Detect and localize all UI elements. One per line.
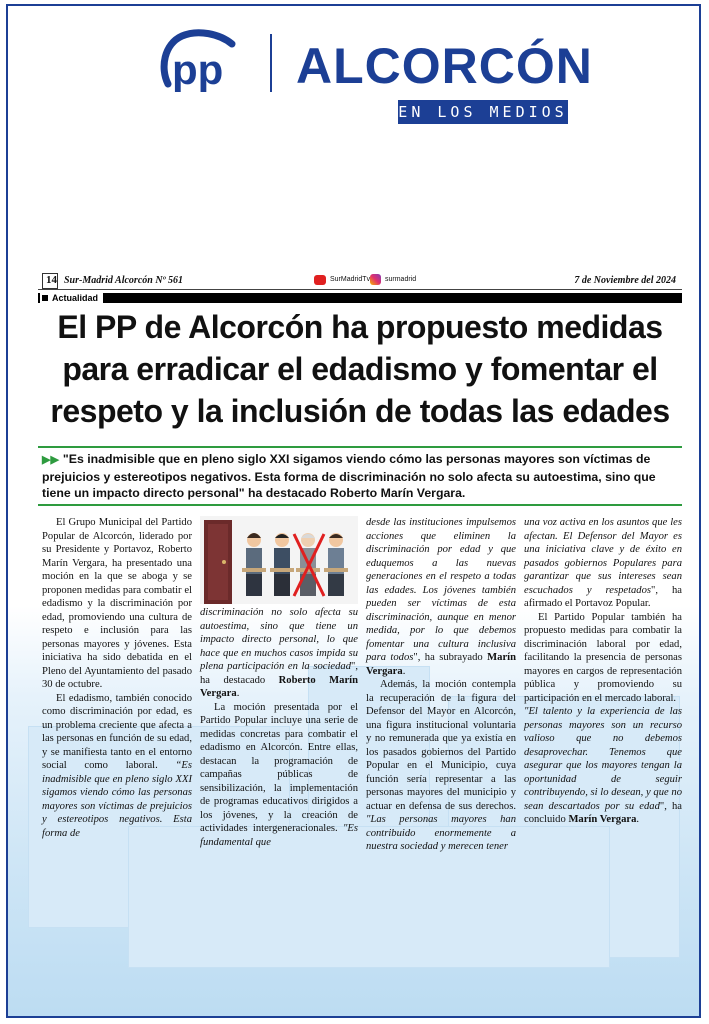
instagram-handle: surmadrid	[385, 276, 417, 283]
quote-run: una voz activa en los asuntos que les afectan. El Defensor del Mayor es una iniciativa clave y de éxito en pasados gobiernos Populares para garantizar que sus intereses sean escuchados y respetados	[524, 517, 682, 596]
text-run: Además, la moción contempla la recuperación de la figura del Defensor del Mayor en Alcorcón, una figura institucional voluntaria y no remunerada que ya existía en los pasados gobiernos del Partido Popular en el Municipio, cuya función sería representar a las personas mayores del municipio y actuar en defensa de sus derechos.	[366, 679, 516, 812]
text-run: ", ha afirmado el Portavoz Popular.	[524, 584, 682, 609]
youtube-handle: SurMadridTv	[330, 276, 371, 283]
article-lead	[42, 451, 678, 502]
article-column-3	[366, 516, 516, 854]
quote-run: "Las personas mayores han contribuido enormemente a nuestra sociedad y merecen tener	[366, 814, 516, 852]
quote-run: "Es fundamental que	[200, 823, 358, 848]
quote-run: discriminación no solo afecta su autoestima, sino que tiene un impacto directo personal, lo que hace que en muchos casos impida su plena participación en la sociedad	[200, 607, 358, 672]
text-run: ", ha destacado	[200, 661, 358, 686]
text-run: ", ha concluido	[524, 800, 682, 825]
logo-divider	[270, 34, 272, 92]
section-label: Actualidad	[40, 293, 103, 303]
pp-logo-icon	[158, 28, 248, 92]
publication-name: Sur-Madrid Alcorcón Nº 561	[64, 275, 184, 286]
lead-rule-top	[38, 446, 682, 448]
paragraph	[524, 516, 682, 611]
seated-people-illustration	[200, 516, 358, 604]
brand-logo	[158, 28, 593, 128]
instagram-icon	[370, 274, 381, 285]
lead-rule-bottom	[38, 504, 682, 506]
newspaper-header-strip	[38, 272, 682, 290]
article-column-2	[200, 606, 358, 849]
paragraph	[200, 606, 358, 701]
text-run: .	[636, 814, 640, 825]
paragraph	[42, 692, 192, 841]
pp-logo-text: pp	[172, 46, 224, 92]
paragraph: El Partido Popular también ha propuesto medidas para combatir la discriminación laboral por edad, facilitando la presencia de personas mayores en cargos de representación pública y promoviendo su participación en el mercado laboral.	[524, 611, 682, 704]
speaker-name: Roberto Marín Vergara	[200, 674, 358, 699]
text-run: El edadismo, también conocido como discriminación por edad, es un problema creciente que afecta a las personas en función de su edad, y se manifiesta tanto en el entorno social como laboral.	[42, 692, 192, 771]
article-headline: El PP de Alcorcón ha propuesto medidas para erradicar el edadismo y fomentar el respeto y la inclusión de todas las edades	[50, 309, 670, 429]
publication-date: 7 de Noviembre del 2024	[574, 275, 676, 286]
text-run: ", ha subrayado	[413, 652, 488, 663]
section-bar	[38, 293, 682, 303]
youtube-icon	[314, 275, 326, 285]
lead-text: "Es inadmisible que en pleno siglo XXI sigamos viendo cómo las personas mayores son víctimas de prejuicios y estereotipos negativos. Esta forma de discriminación no solo afecta su autoestima, sino que tiene un impacto directo personal" ha destacado Roberto Marín Vergara.	[42, 452, 656, 500]
logo-subtitle: EN LOS MEDIOS	[398, 100, 568, 124]
article-photo	[200, 516, 358, 604]
paragraph: El Grupo Municipal del Partido Popular de Alcorcón, liderado por su Presidente y Portavoz, Roberto Marín Vergara, ha presentado una moción en la que se aboga y se proponen medidas para combatir el edadismo y la discriminación por edad, promoviendo una cultura de respeto e inclusión para las personas mayores y jóvenes. Esta iniciativa ha sido debatida en el Pleno del Ayuntamiento del pasado 30 de octubre.	[42, 517, 192, 690]
page-number: 14	[46, 274, 57, 286]
text-run: .	[402, 665, 406, 677]
speaker-name: Marín Vergara	[366, 652, 516, 677]
article-column-4	[524, 516, 682, 827]
article-column-1	[42, 516, 192, 840]
quote-run: "El talento y la experiencia de las personas mayores son un recurso valioso que no debemos desaprovechar. Tenemos que asegurar que los mayores tengan la oportunidad de seguir contribuyendo, si lo desean, y que no sean descartados por su edad	[524, 706, 682, 812]
page-frame	[6, 4, 701, 1018]
strip-divider	[38, 289, 682, 290]
speaker-name: Marín Vergara	[568, 814, 637, 825]
quote-run: “Es inadmisible que en pleno siglo XXI sigamos viendo cómo las personas mayores son víctimas de prejuicios y estereotipos negativos. Esta forma de	[42, 760, 192, 839]
double-arrow-icon: ▶▶	[42, 454, 59, 466]
paragraph	[200, 701, 358, 850]
logo-title: ALCORCÓN	[296, 38, 593, 94]
paragraph	[366, 678, 516, 854]
paragraph	[366, 516, 516, 678]
text-run: La moción presentada por el Partido Popular incluye una serie de medidas concretas para combatir el edadismo en Alcorcón. Entre ellas, destacan la programación de campañas públicas de sensibilización, la implementación de programas educativos dirigidos a los jóvenes, y la creación de actividades intergeneracionales.	[200, 701, 358, 834]
quote-run: desde las instituciones impulsemos acciones que eliminen la discriminación por edad y que eduquemos a las nuevas generaciones en el respeto a todas las edades. Los jóvenes también pueden ser víctimas de esta discriminación, aunque en menor medida, por lo que debemos fomentar una cultura inclusiva para todos	[366, 517, 516, 663]
text-run: .	[236, 688, 240, 699]
paragraph	[524, 705, 682, 827]
